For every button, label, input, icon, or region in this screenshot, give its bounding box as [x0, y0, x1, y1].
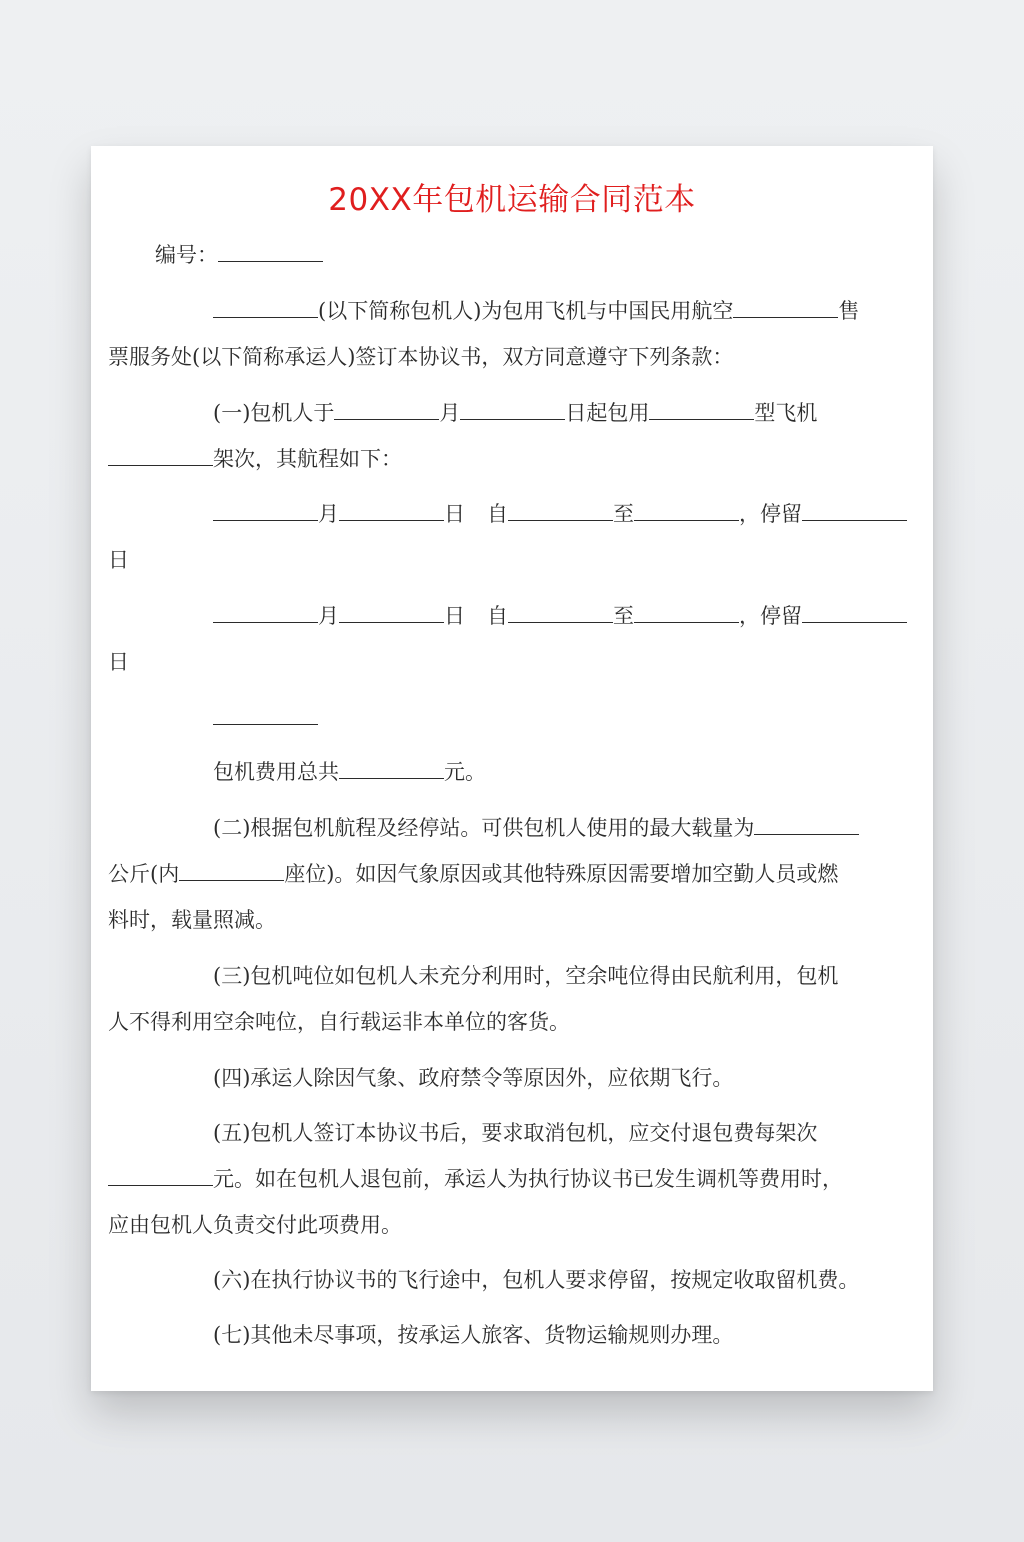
route-line-1: 月 日 自 至 ，停留 — [213, 499, 907, 529]
clause-3-line-2: 人不得利用空余吨位，自行载运非本单位的客货。 — [108, 1010, 570, 1034]
document-title: 20XX年包机运输合同范本 — [328, 182, 696, 218]
clause-1-line-1: (一)包机人于 月 日起包用 型飞机 — [213, 401, 818, 425]
clause-6: (六)在执行协议书的飞行途中，包机人要求停留，按规定收取留机费。 — [213, 1268, 860, 1292]
clause-2-line-3: 料时，载量照减。 — [108, 908, 276, 932]
clause-7: (七)其他未尽事项，按承运人旅客、货物运输规则办理。 — [213, 1323, 734, 1347]
document-page — [91, 146, 933, 1391]
clause-5-line-3: 应由包机人负责交付此项费用。 — [108, 1213, 402, 1237]
intro-line-1: (以下简称包机人)为包用飞机与中国民用航空 售 — [213, 296, 859, 326]
contract-number-blank — [218, 241, 323, 262]
clause-2-line-1: (二)根据包机航程及经停站。可供包机人使用的最大载量为 — [213, 813, 859, 843]
extra-blank-line — [213, 703, 318, 733]
clause-5-line-2: 元。如在包机人退包前，承运人为执行协议书已发生调机等费用时， — [108, 1164, 843, 1194]
clause-3-line-1: (三)包机吨位如包机人未充分利用时，空余吨位得由民航利用，包机 — [213, 964, 839, 988]
fee-line: 包机费用总共 元。 — [213, 760, 486, 784]
contract-number-label: 编号： — [155, 243, 218, 267]
airline-blank — [733, 297, 838, 318]
contract-number-line — [155, 240, 323, 270]
clause-1-line-2: 架次，其航程如下： — [108, 444, 402, 474]
clause-5-line-1: (五)包机人签订本协议书后，要求取消包机，应交付退包费每架次 — [213, 1121, 818, 1145]
route-line-2-unit: 日 — [108, 650, 129, 674]
clause-2-line-2: 公斤(内 座位)。如因气象原因或其他特殊原因需要增加空勤人员或燃 — [108, 862, 839, 886]
route-line-2: 月 日 自 至 ，停留 — [213, 601, 907, 631]
clause-4: (四)承运人除因气象、政府禁令等原因外，应依期飞行。 — [213, 1066, 734, 1090]
route-line-1-unit: 日 — [108, 548, 129, 572]
charterer-blank — [213, 297, 318, 318]
intro-line-2: 票服务处(以下简称承运人)签订本协议书，双方同意遵守下列条款： — [108, 345, 734, 369]
